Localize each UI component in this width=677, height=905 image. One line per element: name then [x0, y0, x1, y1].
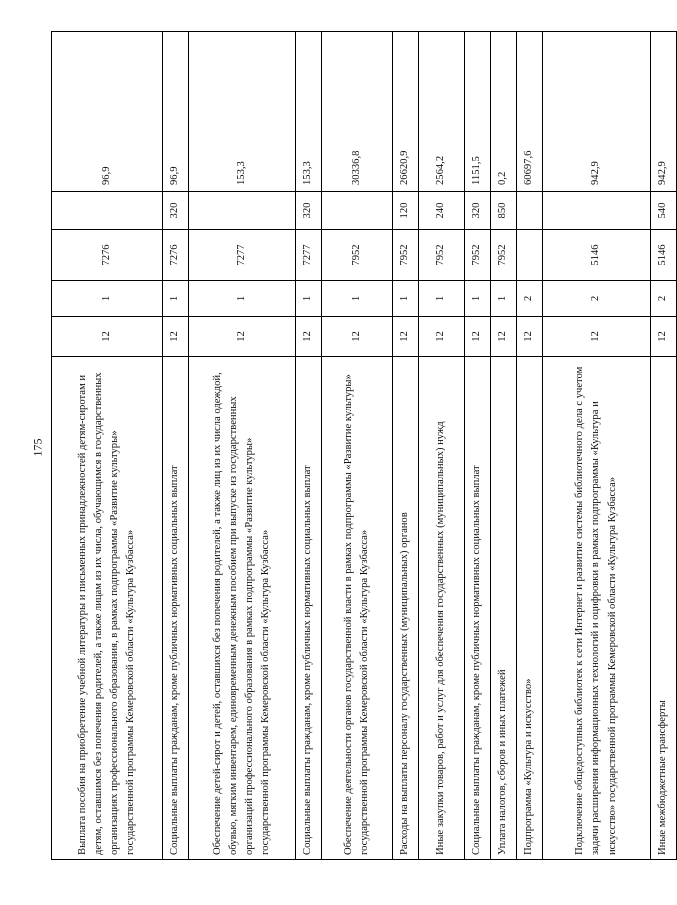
expense-type-code-cell [322, 192, 393, 230]
section-code-cell: 12 [465, 317, 491, 357]
amount-cell: 2564,2 [419, 32, 465, 192]
table-row [52, 32, 163, 860]
expense-type-code-cell: 320 [296, 192, 322, 230]
section-code-cell: 12 [543, 317, 651, 357]
section-code-cell: 12 [419, 317, 465, 357]
table-row [543, 32, 651, 860]
row-name-cell: Расходы на выплаты персоналу государственных (муниципальных) органов [393, 357, 419, 860]
section-code-cell: 12 [393, 317, 419, 357]
target-item-code-cell: 7276 [52, 230, 163, 281]
table-row [189, 32, 296, 860]
subprogram-code-cell: 1 [491, 281, 517, 317]
section-code-cell: 12 [189, 317, 296, 357]
subprogram-code-cell: 2 [543, 281, 651, 317]
subprogram-code-cell: 2 [651, 281, 677, 317]
target-item-code-cell: 7277 [296, 230, 322, 281]
amount-cell: 0,2 [491, 32, 517, 192]
amount-cell: 96,9 [52, 32, 163, 192]
expense-type-code-cell [543, 192, 651, 230]
target-item-code-cell [517, 230, 543, 281]
row-name-cell: Обеспечение деятельности органов государственной власти в рамках подпрограммы «Развитие культуры» государственной программы Кемеровской области «Культура Кузбасса» [322, 357, 393, 860]
subprogram-code-cell: 2 [517, 281, 543, 317]
page-number: 175 [30, 438, 45, 457]
subprogram-code-cell: 1 [419, 281, 465, 317]
target-item-code-cell: 7952 [465, 230, 491, 281]
amount-cell: 942,9 [651, 32, 677, 192]
amount-cell: 26620,9 [393, 32, 419, 192]
table-row [651, 32, 677, 860]
amount-cell: 153,3 [189, 32, 296, 192]
expense-type-code-cell: 850 [491, 192, 517, 230]
section-code-cell: 12 [651, 317, 677, 357]
section-code-cell: 12 [491, 317, 517, 357]
expense-type-code-cell [189, 192, 296, 230]
target-item-code-cell: 7952 [491, 230, 517, 281]
target-item-code-cell: 7952 [419, 230, 465, 281]
expense-type-code-cell: 320 [465, 192, 491, 230]
table-row [419, 32, 465, 860]
subprogram-code-cell: 1 [52, 281, 163, 317]
section-code-cell: 12 [322, 317, 393, 357]
table-row [322, 32, 393, 860]
row-name-cell: Подключение общедоступных библиотек к сети Интернет и развитие системы библиотечного дела с учетом задачи расширения информационных технологий и оцифровки в рамках подпрограммы «Культура и искусство» государственной программы Кемеровской области «Культура Кузбасса» [543, 357, 651, 860]
expense-type-code-cell: 540 [651, 192, 677, 230]
section-code-cell: 12 [163, 317, 189, 357]
expense-type-code-cell [52, 192, 163, 230]
expense-type-code-cell: 320 [163, 192, 189, 230]
rotated-page-content [51, 32, 669, 860]
row-name-cell: Социальные выплаты гражданам, кроме публичных нормативных социальных выплат [163, 357, 189, 860]
row-name-cell: Иные межбюджетные трансферты [651, 357, 677, 860]
subprogram-code-cell: 1 [465, 281, 491, 317]
row-name-cell: Подпрограмма «Культура и искусство» [517, 357, 543, 860]
amount-cell: 942,9 [543, 32, 651, 192]
subprogram-code-cell: 1 [393, 281, 419, 317]
target-item-code-cell: 7277 [189, 230, 296, 281]
amount-cell: 153,3 [296, 32, 322, 192]
budget-table [51, 31, 677, 860]
section-code-cell: 12 [296, 317, 322, 357]
table-row [163, 32, 189, 860]
amount-cell: 60697,6 [517, 32, 543, 192]
target-item-code-cell: 5146 [543, 230, 651, 281]
amount-cell: 30336,8 [322, 32, 393, 192]
expense-type-code-cell: 240 [419, 192, 465, 230]
target-item-code-cell: 7952 [322, 230, 393, 281]
target-item-code-cell: 7952 [393, 230, 419, 281]
subprogram-code-cell: 1 [296, 281, 322, 317]
row-name-cell: Уплата налогов, сборов и иных платежей [491, 357, 517, 860]
subprogram-code-cell: 1 [189, 281, 296, 317]
table-row [517, 32, 543, 860]
subprogram-code-cell: 1 [163, 281, 189, 317]
expense-type-code-cell: 120 [393, 192, 419, 230]
expense-type-code-cell [517, 192, 543, 230]
table-row [296, 32, 322, 860]
table-row [465, 32, 491, 860]
row-name-cell: Выплата пособия на приобретение учебной литературы и письменных принадлежностей детям-сиротам и детям, оставшимся без попечения родителей, а также лицам из их числа, обучающимся в государственных организациях профессионального образования, в рамках подпрограммы «Развитие культуры» государственной программы Кемеровской области «Культура Кузбасса» [52, 357, 163, 860]
target-item-code-cell: 5146 [651, 230, 677, 281]
row-name-cell: Социальные выплаты гражданам, кроме публичных нормативных социальных выплат [296, 357, 322, 860]
amount-cell: 1151,5 [465, 32, 491, 192]
row-name-cell: Социальные выплаты гражданам, кроме публичных нормативных социальных выплат [465, 357, 491, 860]
amount-cell: 96,9 [163, 32, 189, 192]
table-row [491, 32, 517, 860]
row-name-cell: Обеспечение детей-сирот и детей, оставшихся без попечения родителей, а также лиц из их числа одеждой, обувью, мягким инвентарем, единовременным денежным пособием при выпуске из государственных организаций профессионального образования в рамках подпрограммы «Развитие культуры» государственной программы Кемеровской области «Культура Кузбасса» [189, 357, 296, 860]
section-code-cell: 12 [517, 317, 543, 357]
subprogram-code-cell: 1 [322, 281, 393, 317]
row-name-cell: Иные закупки товаров, работ и услуг для обеспечения государственных (муниципальных) нужд [419, 357, 465, 860]
table-row [393, 32, 419, 860]
section-code-cell: 12 [52, 317, 163, 357]
target-item-code-cell: 7276 [163, 230, 189, 281]
